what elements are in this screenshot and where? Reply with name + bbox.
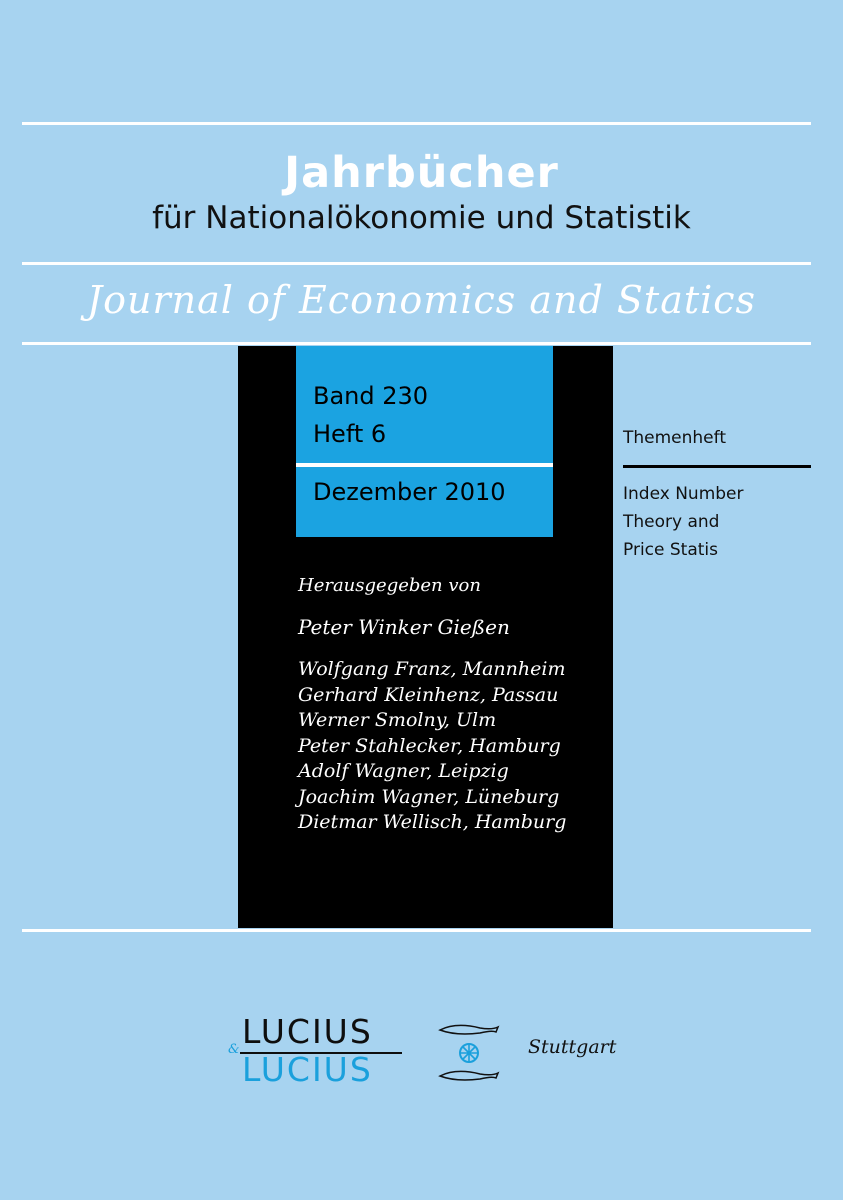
top-rule bbox=[22, 122, 811, 125]
co-editor: Gerhard Kleinhenz, Passau bbox=[298, 683, 559, 706]
publisher-city: Stuttgart bbox=[528, 1036, 617, 1058]
co-editor: Dietmar Wellisch, Hamburg bbox=[298, 811, 567, 833]
theme-line: Price Statis bbox=[623, 540, 718, 560]
issue-number-label: Heft 6 bbox=[313, 420, 387, 448]
co-editor: Werner Smolny, Ulm bbox=[298, 709, 497, 731]
co-editor-list bbox=[298, 657, 566, 836]
journal-title: Jahrbücher bbox=[284, 148, 559, 198]
theme-rule bbox=[623, 465, 811, 468]
theme-line: Index Number bbox=[623, 484, 744, 504]
main-editor: Peter Winker Gießen bbox=[298, 615, 510, 639]
bottom-rule bbox=[22, 929, 811, 932]
english-title-rule bbox=[22, 342, 811, 345]
co-editor: Adolf Wagner, Leipzig bbox=[298, 760, 509, 782]
volume-label: Band 230 bbox=[313, 382, 429, 410]
editors-intro: Herausgegeben von bbox=[298, 575, 481, 596]
journal-subtitle: für Nationalökonomie und Statistik bbox=[152, 200, 691, 236]
fish-wheel-seal-icon bbox=[436, 1018, 506, 1088]
theme-title bbox=[623, 480, 744, 564]
logo-connector: & bbox=[228, 1042, 240, 1057]
co-editor: Joachim Wagner, Lüneburg bbox=[298, 785, 560, 808]
issue-date: Dezember 2010 bbox=[313, 478, 506, 506]
theme-line: Theory and bbox=[623, 512, 720, 532]
theme-label: Themenheft bbox=[623, 428, 726, 448]
issue-divider bbox=[296, 463, 553, 467]
title-rule bbox=[22, 262, 811, 265]
co-editor: Wolfgang Franz, Mannheim bbox=[298, 658, 566, 680]
logo-line-1: LUCIUS bbox=[242, 1012, 373, 1051]
journal-english-title: Journal of Economics and Statics bbox=[86, 278, 757, 322]
logo-line-2: LUCIUS bbox=[242, 1050, 373, 1089]
co-editor: Peter Stahlecker, Hamburg bbox=[298, 734, 561, 757]
